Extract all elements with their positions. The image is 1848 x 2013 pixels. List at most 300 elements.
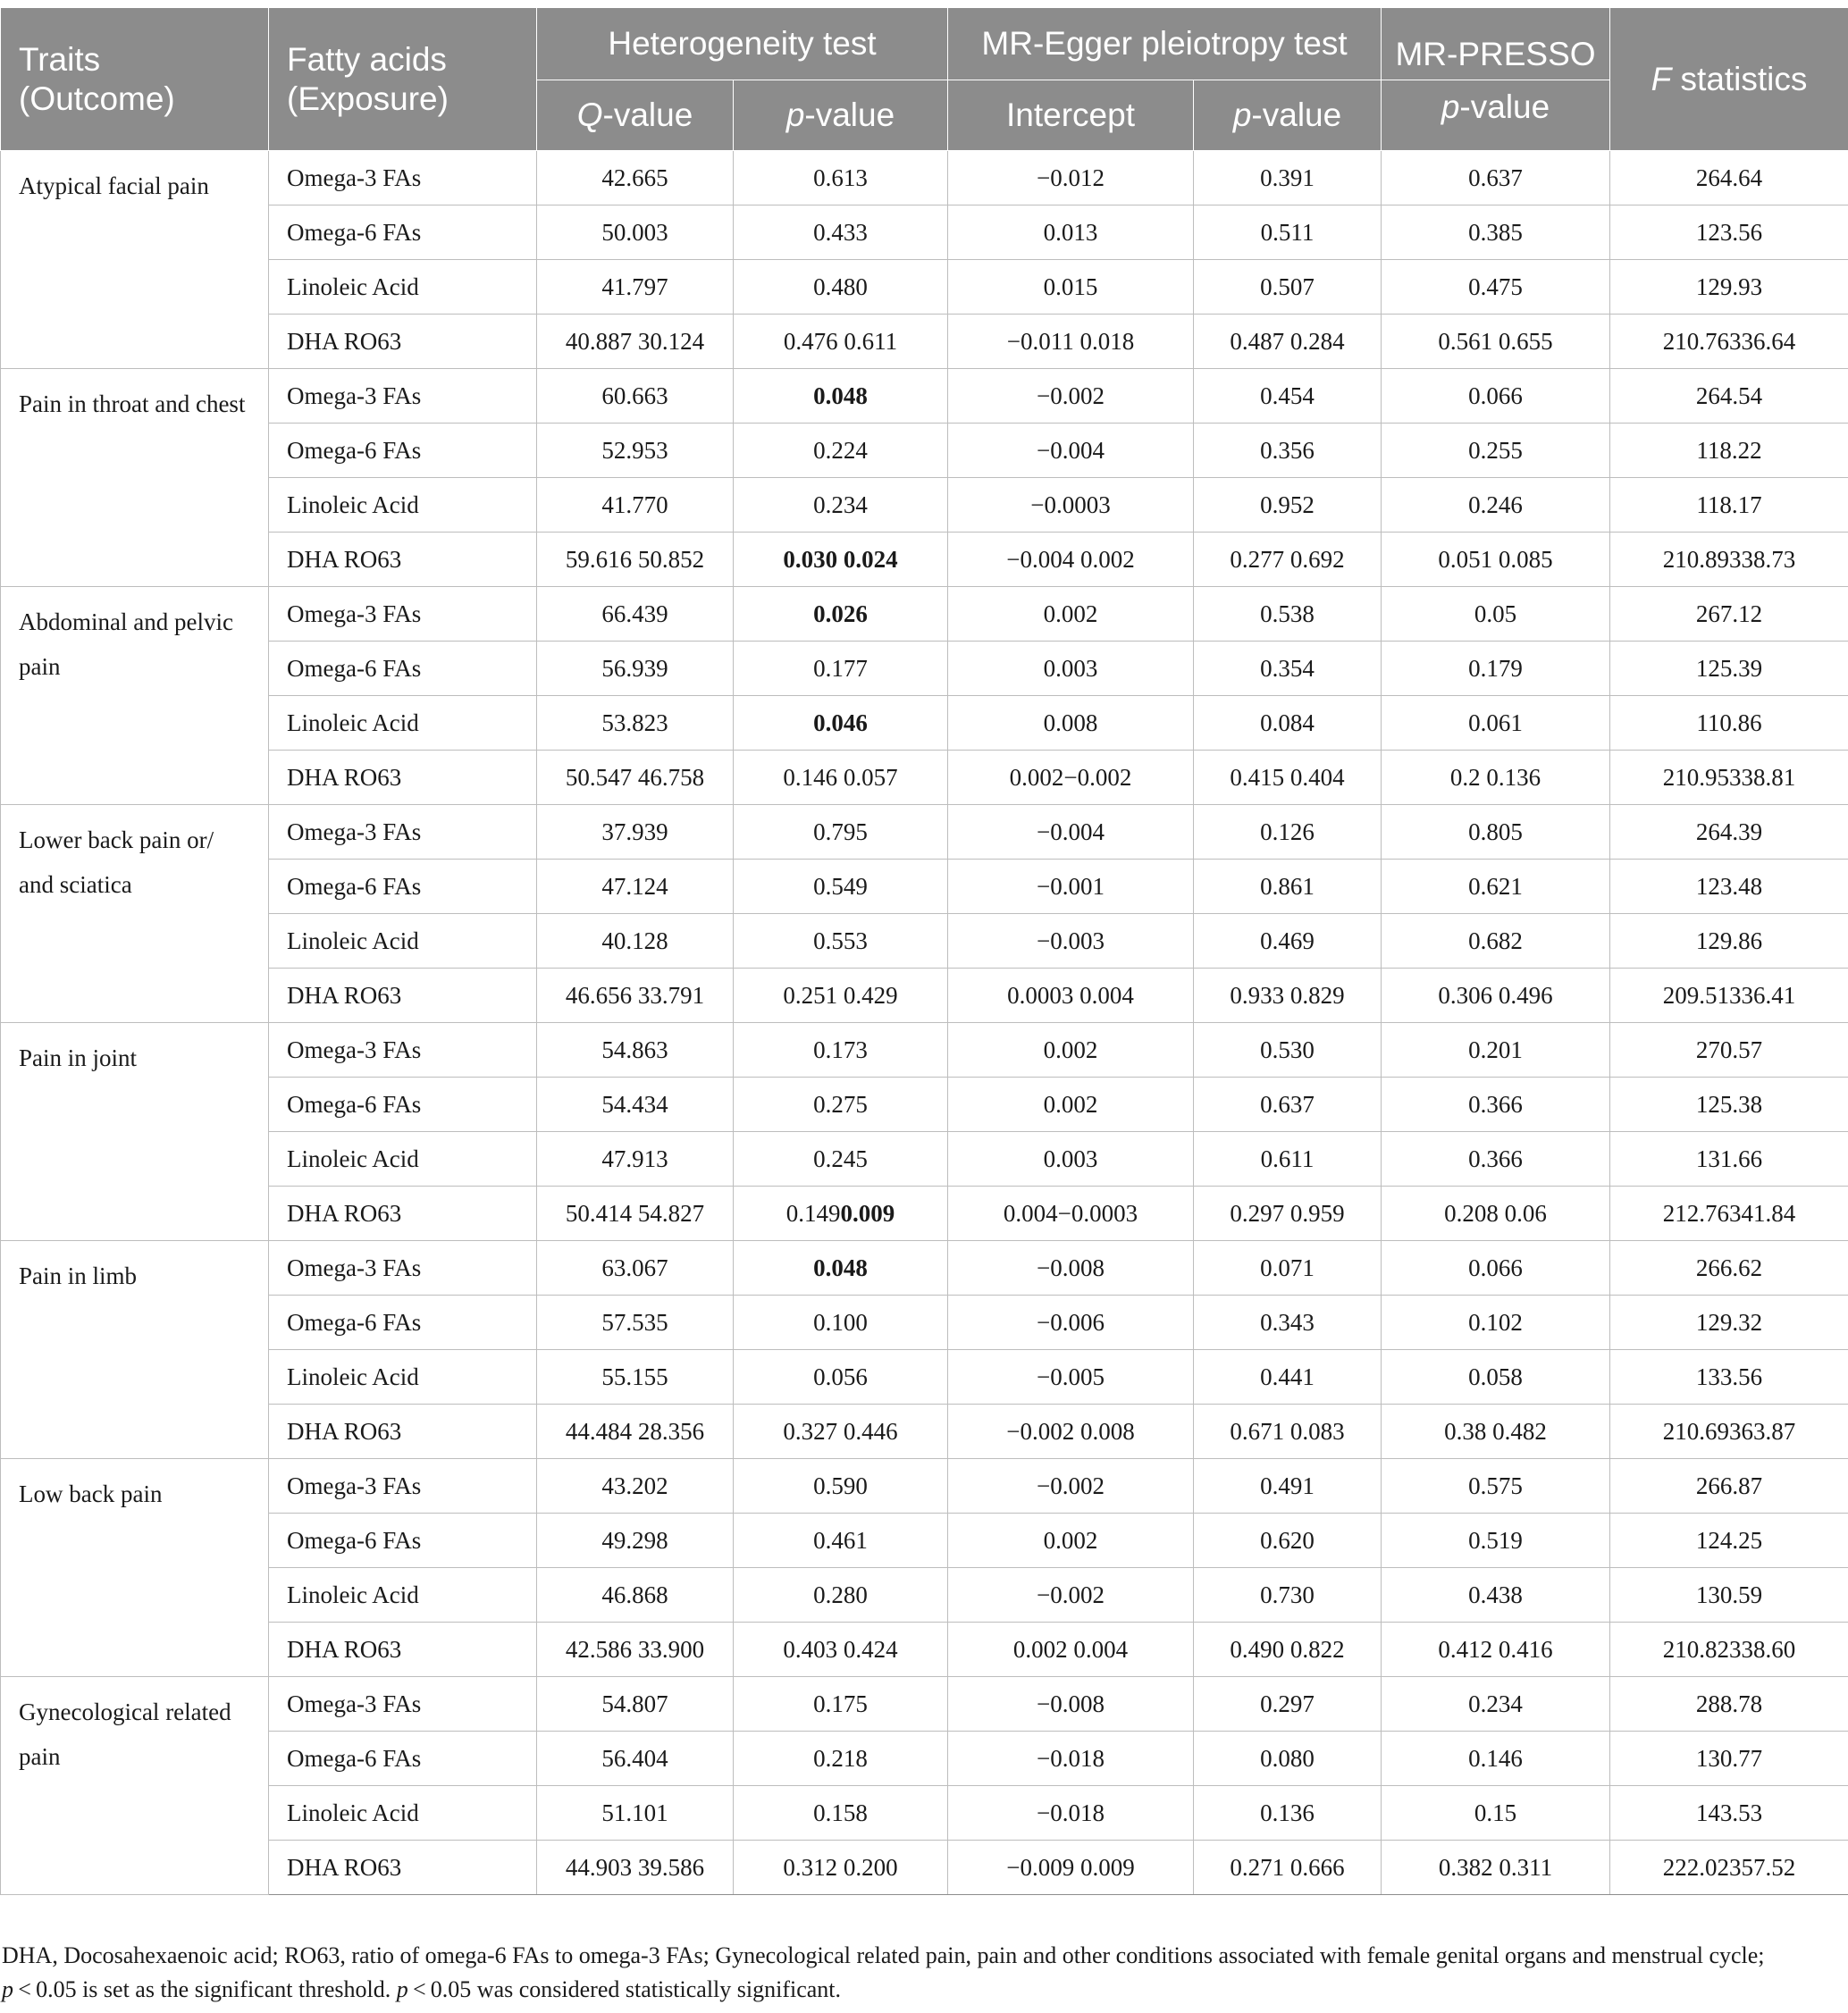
egger-p-cell: 0.391	[1194, 151, 1382, 205]
fatty-acid-cell: Linoleic Acid	[269, 478, 537, 533]
significant-p-value: 0.048	[813, 382, 868, 409]
intercept-cell: 0.003	[948, 642, 1194, 696]
table-row	[1, 369, 1848, 424]
table-row	[1, 1568, 1848, 1623]
p-value-text: 0.234	[813, 491, 868, 518]
header-p-rest: -value	[1459, 88, 1550, 125]
intercept-cell: 0.003	[948, 1132, 1194, 1187]
intercept-cell: 0.015	[948, 260, 1194, 315]
q-value-cell: 59.616 50.852	[537, 533, 734, 587]
f-statistic-cell: 264.39	[1610, 805, 1848, 860]
heterogeneity-p-cell	[734, 424, 948, 478]
q-value-cell: 66.439	[537, 587, 734, 642]
heterogeneity-p-cell	[734, 478, 948, 533]
intercept-cell: 0.002	[948, 1023, 1194, 1078]
fatty-acid-cell: Omega-3 FAs	[269, 805, 537, 860]
mrpresso-p-cell: 0.682	[1382, 914, 1610, 969]
egger-p-cell: 0.487 0.284	[1194, 315, 1382, 369]
f-statistic-cell: 118.17	[1610, 478, 1848, 533]
egger-p-cell: 0.469	[1194, 914, 1382, 969]
header-traits-line2: (Outcome)	[19, 80, 175, 117]
f-statistic-cell: 210.95338.81	[1610, 751, 1848, 805]
fatty-acid-cell: Linoleic Acid	[269, 696, 537, 751]
mrpresso-p-cell: 0.051 0.085	[1382, 533, 1610, 587]
mrpresso-p-cell: 0.805	[1382, 805, 1610, 860]
egger-p-cell: 0.080	[1194, 1732, 1382, 1786]
intercept-cell: −0.002	[948, 369, 1194, 424]
f-statistic-cell: 209.51336.41	[1610, 969, 1848, 1023]
table-row	[1, 1132, 1848, 1187]
heterogeneity-p-cell	[734, 1459, 948, 1514]
f-statistic-cell: 110.86	[1610, 696, 1848, 751]
p-value-text: 0.433	[813, 218, 868, 246]
q-value-cell: 42.586 33.900	[537, 1623, 734, 1677]
table-row	[1, 1732, 1848, 1786]
header-fatty-acids	[269, 8, 537, 151]
mrpresso-p-cell: 0.102	[1382, 1296, 1610, 1350]
fatty-acid-cell: DHA RO63	[269, 1623, 537, 1677]
heterogeneity-p-cell	[734, 1568, 948, 1623]
heterogeneity-p-cell	[734, 369, 948, 424]
egger-p-cell: 0.297 0.959	[1194, 1187, 1382, 1241]
f-statistic-cell: 266.87	[1610, 1459, 1848, 1514]
table-row	[1, 151, 1848, 205]
fatty-acid-cell: Omega-3 FAs	[269, 151, 537, 205]
f-statistic-cell: 118.22	[1610, 424, 1848, 478]
egger-p-cell: 0.441	[1194, 1350, 1382, 1405]
table-row	[1, 642, 1848, 696]
egger-p-cell: 0.611	[1194, 1132, 1382, 1187]
f-statistic-cell: 210.76336.64	[1610, 315, 1848, 369]
fatty-acid-cell: Omega-3 FAs	[269, 1023, 537, 1078]
fatty-acid-cell: Omega-6 FAs	[269, 424, 537, 478]
fatty-acid-cell: Linoleic Acid	[269, 260, 537, 315]
header-p-italic: p	[1441, 88, 1460, 125]
p-value-text: 0.173	[813, 1036, 868, 1063]
header-f-italic: F	[1651, 60, 1672, 97]
f-statistic-cell: 129.93	[1610, 260, 1848, 315]
mrpresso-p-cell: 0.475	[1382, 260, 1610, 315]
f-statistic-cell: 129.32	[1610, 1296, 1848, 1350]
heterogeneity-p-cell	[734, 642, 948, 696]
mrpresso-p-cell: 0.066	[1382, 1241, 1610, 1296]
heterogeneity-p-cell	[734, 1350, 948, 1405]
table-body	[1, 151, 1848, 1895]
table-row	[1, 1350, 1848, 1405]
mrpresso-p-cell: 0.066	[1382, 369, 1610, 424]
intercept-cell: 0.002−0.002	[948, 751, 1194, 805]
mrpresso-p-cell: 0.146	[1382, 1732, 1610, 1786]
f-statistic-cell: 143.53	[1610, 1786, 1848, 1841]
footnote-line2	[2, 1973, 1834, 2007]
mrpresso-p-cell: 0.061	[1382, 696, 1610, 751]
q-value-cell: 37.939	[537, 805, 734, 860]
fatty-acid-cell: Omega-6 FAs	[269, 205, 537, 260]
table-row	[1, 805, 1848, 860]
f-statistic-cell: 123.48	[1610, 860, 1848, 914]
header-fatty-line2: (Exposure)	[287, 80, 449, 117]
heterogeneity-p-cell	[734, 1677, 948, 1732]
heterogeneity-p-cell	[734, 860, 948, 914]
p-value-text: 0.476 0.611	[783, 327, 898, 355]
p-value-text: 0.177	[813, 654, 868, 682]
f-statistic-cell: 210.69363.87	[1610, 1405, 1848, 1459]
egger-p-cell: 0.671 0.083	[1194, 1405, 1382, 1459]
mrpresso-p-cell: 0.255	[1382, 424, 1610, 478]
q-value-cell: 54.434	[537, 1078, 734, 1132]
intercept-cell: −0.018	[948, 1786, 1194, 1841]
heterogeneity-p-cell	[734, 1132, 948, 1187]
egger-p-cell: 0.277 0.692	[1194, 533, 1382, 587]
mrpresso-p-cell: 0.208 0.06	[1382, 1187, 1610, 1241]
egger-p-cell: 0.490 0.822	[1194, 1623, 1382, 1677]
heterogeneity-p-cell	[734, 1187, 948, 1241]
intercept-cell: −0.012	[948, 151, 1194, 205]
q-value-cell: 40.128	[537, 914, 734, 969]
table-row	[1, 315, 1848, 369]
q-value-cell: 47.124	[537, 860, 734, 914]
egger-p-cell: 0.356	[1194, 424, 1382, 478]
header-traits	[1, 8, 269, 151]
table-footnote	[0, 1939, 1834, 2007]
q-value-cell: 52.953	[537, 424, 734, 478]
fatty-acid-cell: Omega-3 FAs	[269, 1677, 537, 1732]
fatty-acid-cell: Linoleic Acid	[269, 1132, 537, 1187]
f-statistic-cell: 130.77	[1610, 1732, 1848, 1786]
intercept-cell: −0.003	[948, 914, 1194, 969]
fatty-acid-cell: Omega-3 FAs	[269, 587, 537, 642]
q-value-cell: 56.404	[537, 1732, 734, 1786]
p-value-text: 0.175	[813, 1690, 868, 1717]
significant-p-value: 0.048	[813, 1254, 868, 1281]
p-value-text: 0.613	[813, 164, 868, 191]
header-heterogeneity: Heterogeneity test	[537, 8, 948, 80]
intercept-cell: −0.005	[948, 1350, 1194, 1405]
table-row	[1, 1405, 1848, 1459]
fatty-acid-cell: DHA RO63	[269, 1405, 537, 1459]
f-statistic-cell: 264.54	[1610, 369, 1848, 424]
fatty-acid-cell: Linoleic Acid	[269, 914, 537, 969]
p-value-text: 0.224	[813, 436, 868, 464]
egger-p-cell: 0.126	[1194, 805, 1382, 860]
mrpresso-p-cell: 0.412 0.416	[1382, 1623, 1610, 1677]
f-statistic-cell: 210.82338.60	[1610, 1623, 1848, 1677]
p-value-text: 0.280	[813, 1581, 868, 1608]
footnote-p-a: p	[2, 1976, 13, 2002]
q-value-cell: 46.868	[537, 1568, 734, 1623]
table-row	[1, 1241, 1848, 1296]
fatty-acid-cell: DHA RO63	[269, 969, 537, 1023]
f-statistic-cell: 125.39	[1610, 642, 1848, 696]
header-egger: MR-Egger pleiotropy test	[948, 8, 1382, 80]
heterogeneity-p-cell	[734, 205, 948, 260]
egger-p-cell: 0.933 0.829	[1194, 969, 1382, 1023]
egger-p-cell: 0.861	[1194, 860, 1382, 914]
intercept-cell: 0.002 0.004	[948, 1623, 1194, 1677]
table-row	[1, 969, 1848, 1023]
table-row	[1, 696, 1848, 751]
q-value-cell: 56.939	[537, 642, 734, 696]
mrpresso-p-cell: 0.637	[1382, 151, 1610, 205]
egger-p-cell: 0.415 0.404	[1194, 751, 1382, 805]
fatty-acid-cell: Linoleic Acid	[269, 1568, 537, 1623]
p-value-text: 0.312 0.200	[783, 1853, 898, 1881]
q-value-cell: 63.067	[537, 1241, 734, 1296]
q-value-cell: 40.887 30.124	[537, 315, 734, 369]
q-value-cell: 50.547 46.758	[537, 751, 734, 805]
egger-p-cell: 0.491	[1194, 1459, 1382, 1514]
p-value-text: 0.251 0.429	[783, 981, 898, 1009]
q-value-cell: 49.298	[537, 1514, 734, 1568]
header-p-rest: -value	[804, 96, 895, 133]
table-row	[1, 1078, 1848, 1132]
fatty-acid-cell: Omega-6 FAs	[269, 860, 537, 914]
mrpresso-p-cell: 0.05	[1382, 587, 1610, 642]
intercept-cell: −0.018	[948, 1732, 1194, 1786]
egger-p-cell: 0.136	[1194, 1786, 1382, 1841]
p-value-text: 0.553	[813, 927, 868, 954]
fatty-acid-cell: Omega-3 FAs	[269, 1241, 537, 1296]
f-statistic-cell: 131.66	[1610, 1132, 1848, 1187]
f-statistic-cell: 270.57	[1610, 1023, 1848, 1078]
egger-p-cell: 0.271 0.666	[1194, 1841, 1382, 1895]
q-value-cell: 54.863	[537, 1023, 734, 1078]
f-statistic-cell: 212.76341.84	[1610, 1187, 1848, 1241]
header-q-italic: Q	[576, 96, 603, 133]
intercept-cell: 0.002	[948, 1514, 1194, 1568]
trait-cell: Pain in limb	[1, 1241, 269, 1459]
fatty-acid-cell: Omega-6 FAs	[269, 642, 537, 696]
p-value-text: 0.403 0.424	[783, 1635, 898, 1663]
table-header	[1, 8, 1848, 151]
egger-p-cell: 0.507	[1194, 260, 1382, 315]
footnote-threshold-b: < 0.05 was considered statistically significant.	[407, 1976, 842, 2002]
egger-p-cell: 0.454	[1194, 369, 1382, 424]
fatty-acid-cell: DHA RO63	[269, 1841, 537, 1895]
intercept-cell: −0.004	[948, 424, 1194, 478]
fatty-acid-cell: DHA RO63	[269, 751, 537, 805]
header-het-p-value	[734, 80, 948, 151]
header-f-rest: statistics	[1671, 60, 1808, 97]
q-value-cell: 57.535	[537, 1296, 734, 1350]
q-value-cell: 50.414 54.827	[537, 1187, 734, 1241]
fatty-acid-cell: Linoleic Acid	[269, 1786, 537, 1841]
heterogeneity-p-cell	[734, 151, 948, 205]
egger-p-cell: 0.952	[1194, 478, 1382, 533]
fatty-acid-cell: Omega-6 FAs	[269, 1732, 537, 1786]
egger-p-cell: 0.530	[1194, 1023, 1382, 1078]
heterogeneity-p-cell	[734, 1241, 948, 1296]
intercept-cell: 0.002	[948, 587, 1194, 642]
heterogeneity-p-cell	[734, 914, 948, 969]
header-mrpresso: MR-PRESSO	[1382, 8, 1610, 80]
table-row	[1, 1187, 1848, 1241]
p-value-text: 0.327 0.446	[783, 1417, 898, 1445]
f-statistic-cell: 123.56	[1610, 205, 1848, 260]
q-value-cell: 51.101	[537, 1786, 734, 1841]
heterogeneity-p-cell	[734, 1078, 948, 1132]
mrpresso-p-cell: 0.519	[1382, 1514, 1610, 1568]
table-row	[1, 424, 1848, 478]
trait-cell: Pain in throat and chest	[1, 369, 269, 587]
heterogeneity-p-cell	[734, 1841, 948, 1895]
f-statistic-cell: 288.78	[1610, 1677, 1848, 1732]
mrpresso-p-cell: 0.561 0.655	[1382, 315, 1610, 369]
heterogeneity-p-cell	[734, 751, 948, 805]
intercept-cell: −0.002	[948, 1459, 1194, 1514]
mrpresso-p-cell: 0.366	[1382, 1132, 1610, 1187]
egger-p-cell: 0.538	[1194, 587, 1382, 642]
f-statistic-cell: 222.02357.52	[1610, 1841, 1848, 1895]
p-value-text: 0.158	[813, 1799, 868, 1826]
mrpresso-p-cell: 0.201	[1382, 1023, 1610, 1078]
mrpresso-p-cell: 0.2 0.136	[1382, 751, 1610, 805]
q-value-cell: 55.155	[537, 1350, 734, 1405]
header-intercept: Intercept	[948, 80, 1194, 151]
p-value-text: 0.218	[813, 1744, 868, 1772]
trait-cell: Low back pain	[1, 1459, 269, 1677]
egger-p-cell: 0.637	[1194, 1078, 1382, 1132]
fatty-acid-cell: Omega-6 FAs	[269, 1514, 537, 1568]
f-statistic-cell: 267.12	[1610, 587, 1848, 642]
trait-cell: Lower back pain or/ and sciatica	[1, 805, 269, 1023]
intercept-cell: 0.002	[948, 1078, 1194, 1132]
heterogeneity-p-cell	[734, 1623, 948, 1677]
significant-p-value: 0.046	[813, 709, 868, 736]
q-value-cell: 46.656 33.791	[537, 969, 734, 1023]
intercept-cell: −0.001	[948, 860, 1194, 914]
intercept-cell: −0.004 0.002	[948, 533, 1194, 587]
heterogeneity-p-cell	[734, 533, 948, 587]
footnote-p-b: p	[396, 1976, 408, 2002]
q-value-cell: 47.913	[537, 1132, 734, 1187]
heterogeneity-p-cell	[734, 260, 948, 315]
header-q-value	[537, 80, 734, 151]
footnote-threshold-a: < 0.05 is set as the significant threshold.	[13, 1976, 397, 2002]
mrpresso-p-cell: 0.246	[1382, 478, 1610, 533]
intercept-cell: −0.008	[948, 1241, 1194, 1296]
p-value-text: 0.149	[785, 1199, 841, 1227]
fatty-acid-cell: Omega-3 FAs	[269, 369, 537, 424]
f-statistic-cell: 124.25	[1610, 1514, 1848, 1568]
results-table	[0, 7, 1848, 1895]
intercept-cell: −0.002	[948, 1568, 1194, 1623]
table-row	[1, 860, 1848, 914]
egger-p-cell: 0.730	[1194, 1568, 1382, 1623]
mrpresso-p-cell: 0.438	[1382, 1568, 1610, 1623]
table-row	[1, 1514, 1848, 1568]
p-value-text: 0.480	[813, 273, 868, 300]
mrpresso-p-cell: 0.058	[1382, 1350, 1610, 1405]
intercept-cell: 0.0003 0.004	[948, 969, 1194, 1023]
heterogeneity-p-cell	[734, 1514, 948, 1568]
header-traits-line1: Traits	[19, 40, 101, 78]
f-statistic-cell: 130.59	[1610, 1568, 1848, 1623]
f-statistic-cell: 266.62	[1610, 1241, 1848, 1296]
trait-cell: Atypical facial pain	[1, 151, 269, 369]
q-value-cell: 44.903 39.586	[537, 1841, 734, 1895]
heterogeneity-p-cell	[734, 1023, 948, 1078]
egger-p-cell: 0.354	[1194, 642, 1382, 696]
mrpresso-p-cell: 0.621	[1382, 860, 1610, 914]
table-row	[1, 751, 1848, 805]
significant-p-value: 0.030 0.024	[783, 545, 898, 573]
fatty-acid-cell: DHA RO63	[269, 533, 537, 587]
table-row	[1, 1459, 1848, 1514]
mrpresso-p-cell: 0.385	[1382, 205, 1610, 260]
heterogeneity-p-cell	[734, 315, 948, 369]
footnote-line1: DHA, Docosahexaenoic acid; RO63, ratio of omega-6 FAs to omega-3 FAs; Gynecological related pain, pain and other conditions associated with female genital organs and menstrual cycle;	[2, 1942, 1765, 1968]
header-p-rest: -value	[1251, 96, 1342, 133]
header-fatty-line1: Fatty acids	[287, 40, 447, 78]
fatty-acid-cell: DHA RO63	[269, 315, 537, 369]
q-value-cell: 41.770	[537, 478, 734, 533]
mrpresso-p-cell: 0.306 0.496	[1382, 969, 1610, 1023]
trait-cell: Abdominal and pelvic pain	[1, 587, 269, 805]
mrpresso-p-cell: 0.15	[1382, 1786, 1610, 1841]
intercept-cell: −0.011 0.018	[948, 315, 1194, 369]
heterogeneity-p-cell	[734, 1786, 948, 1841]
header-p-italic: p	[785, 96, 805, 133]
p-value-text: 0.100	[813, 1308, 868, 1336]
fatty-acid-cell: Omega-3 FAs	[269, 1459, 537, 1514]
table-row	[1, 533, 1848, 587]
fatty-acid-cell: DHA RO63	[269, 1187, 537, 1241]
fatty-acid-cell: Omega-6 FAs	[269, 1296, 537, 1350]
q-value-cell: 54.807	[537, 1677, 734, 1732]
q-value-cell: 60.663	[537, 369, 734, 424]
intercept-cell: 0.008	[948, 696, 1194, 751]
fatty-acid-cell: Omega-6 FAs	[269, 1078, 537, 1132]
intercept-cell: −0.008	[948, 1677, 1194, 1732]
mrpresso-p-cell: 0.366	[1382, 1078, 1610, 1132]
p-value-text: 0.795	[813, 818, 868, 845]
p-value-text: 0.146 0.057	[783, 763, 898, 791]
intercept-cell: 0.004−0.0003	[948, 1187, 1194, 1241]
q-value-cell: 50.003	[537, 205, 734, 260]
egger-p-cell: 0.511	[1194, 205, 1382, 260]
heterogeneity-p-cell	[734, 587, 948, 642]
intercept-cell: −0.0003	[948, 478, 1194, 533]
intercept-cell: −0.006	[948, 1296, 1194, 1350]
table-row	[1, 1296, 1848, 1350]
significant-p-value: 0.026	[813, 600, 868, 627]
heterogeneity-p-cell	[734, 1732, 948, 1786]
table-row	[1, 478, 1848, 533]
egger-p-cell: 0.084	[1194, 696, 1382, 751]
table-row	[1, 587, 1848, 642]
header-q-rest: -value	[602, 96, 693, 133]
header-presso-p-value	[1382, 80, 1610, 151]
intercept-cell: 0.013	[948, 205, 1194, 260]
q-value-cell: 41.797	[537, 260, 734, 315]
p-value-text: 0.056	[813, 1363, 868, 1390]
fatty-acid-cell: Linoleic Acid	[269, 1350, 537, 1405]
header-p-italic: p	[1232, 96, 1252, 133]
heterogeneity-p-cell	[734, 696, 948, 751]
table-row	[1, 1023, 1848, 1078]
egger-p-cell: 0.297	[1194, 1677, 1382, 1732]
heterogeneity-p-cell	[734, 805, 948, 860]
heterogeneity-p-cell	[734, 1405, 948, 1459]
table-row	[1, 1786, 1848, 1841]
f-statistic-cell: 264.64	[1610, 151, 1848, 205]
q-value-cell: 53.823	[537, 696, 734, 751]
significant-p-value: 0.009	[840, 1199, 895, 1227]
mrpresso-p-cell: 0.382 0.311	[1382, 1841, 1610, 1895]
mrpresso-p-cell: 0.575	[1382, 1459, 1610, 1514]
q-value-cell: 42.665	[537, 151, 734, 205]
